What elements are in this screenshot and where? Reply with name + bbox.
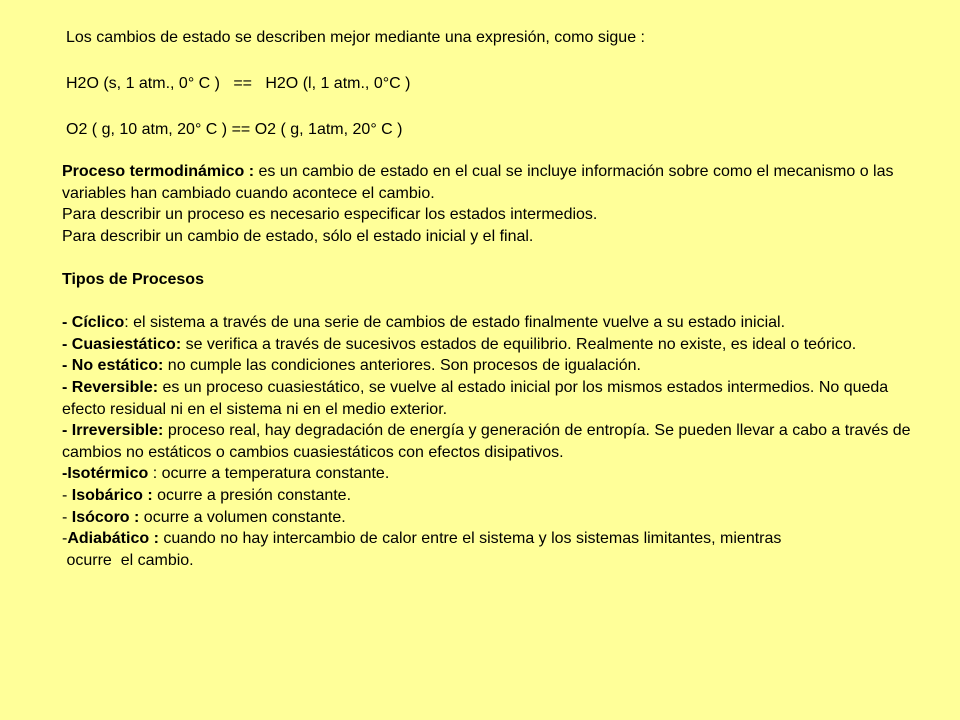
tipo-item-isotermico <box>62 463 922 485</box>
proceso-term: Proceso termodinámico : <box>62 163 255 180</box>
equation-oxygen: O2 ( g, 10 atm, 20° C ) == O2 ( g, 1atm, 20° C ) <box>66 121 403 138</box>
tipo-item-adiabatico-cont <box>62 550 922 572</box>
intro-text: Los cambios de estado se describen mejor mediante una expresión, como sigue : <box>66 29 645 46</box>
tipo-item-isocoro <box>62 507 922 529</box>
tipo-term: - Cíclico <box>62 314 125 332</box>
proceso-line2: Para describir un proceso es necesario especificar los estados intermedios. <box>62 206 598 224</box>
tipo-desc: es un proceso cuasiestático, se vuelve al estado inicial por los mismos estados intermedios. No queda efecto residual ni en el sistema ni en el medio exterior. <box>62 378 889 418</box>
tipo-item-ciclico <box>62 312 922 334</box>
tipo-item-no-estatico <box>62 355 922 377</box>
tipos-heading <box>62 269 922 291</box>
tipo-prefix: - <box>62 486 72 504</box>
tipos-heading-text: Tipos de Procesos <box>62 270 204 288</box>
proceso-line3: Para describir un cambio de estado, sólo el estado inicial y el final. <box>62 227 534 245</box>
tipo-item-isobarico <box>62 485 922 507</box>
tipo-term: Isócoro : <box>71 508 140 526</box>
tipo-item-reversible <box>62 377 922 420</box>
proceso-definition <box>62 161 922 204</box>
tipo-desc: cuando no hay intercambio de calor entre el sistema y los sistemas limitantes, mientras <box>158 530 782 548</box>
tipo-term: Isobárico : <box>71 486 153 504</box>
tipo-term: - Cuasiestático: <box>62 335 182 353</box>
tipo-desc: : ocurre a temperatura constante. <box>148 465 390 483</box>
tipo-desc: ocurre el cambio. <box>62 551 194 569</box>
tipo-term: - Irreversible: <box>62 422 164 440</box>
body-block <box>62 161 922 571</box>
intro-block <box>66 28 645 140</box>
tipo-term: -Isotérmico <box>62 465 149 483</box>
tipo-prefix: - <box>62 508 72 526</box>
proceso-def: es un cambio de estado en el cual se incluye información sobre como el mecanismo o las variables han cambiado cuando acontece el cambio. <box>62 163 894 202</box>
tipo-desc: : el sistema a través de una serie de cambios de estado finalmente vuelve a su estado inicial. <box>124 314 786 332</box>
tipo-desc: ocurre a volumen constante. <box>139 508 346 526</box>
tipo-desc: se verifica a través de sucesivos estados de equilibrio. Realmente no existe, es ideal o teórico. <box>181 335 857 353</box>
equation-water: H2O (s, 1 atm., 0° C ) == H2O (l, 1 atm., 0°C ) <box>66 75 411 92</box>
tipo-term: - No estático: <box>62 357 164 375</box>
tipo-item-irreversible <box>62 420 922 463</box>
tipo-term: - Reversible: <box>62 378 159 396</box>
tipo-prefix: - <box>62 530 68 548</box>
tipo-item-adiabatico <box>62 528 922 550</box>
tipo-desc: no cumple las condiciones anteriores. Son procesos de igualación. <box>163 357 641 375</box>
tipo-desc: proceso real, hay degradación de energía y generación de entropía. Se pueden llevar a cabo a través de cambios no estáticos o cambios cuasiestáticos con efectos disipativos. <box>62 422 911 461</box>
tipo-item-cuasiestatico <box>62 334 922 356</box>
tipo-desc: ocurre a presión constante. <box>152 486 352 504</box>
tipo-term: Adiabático : <box>67 530 159 548</box>
